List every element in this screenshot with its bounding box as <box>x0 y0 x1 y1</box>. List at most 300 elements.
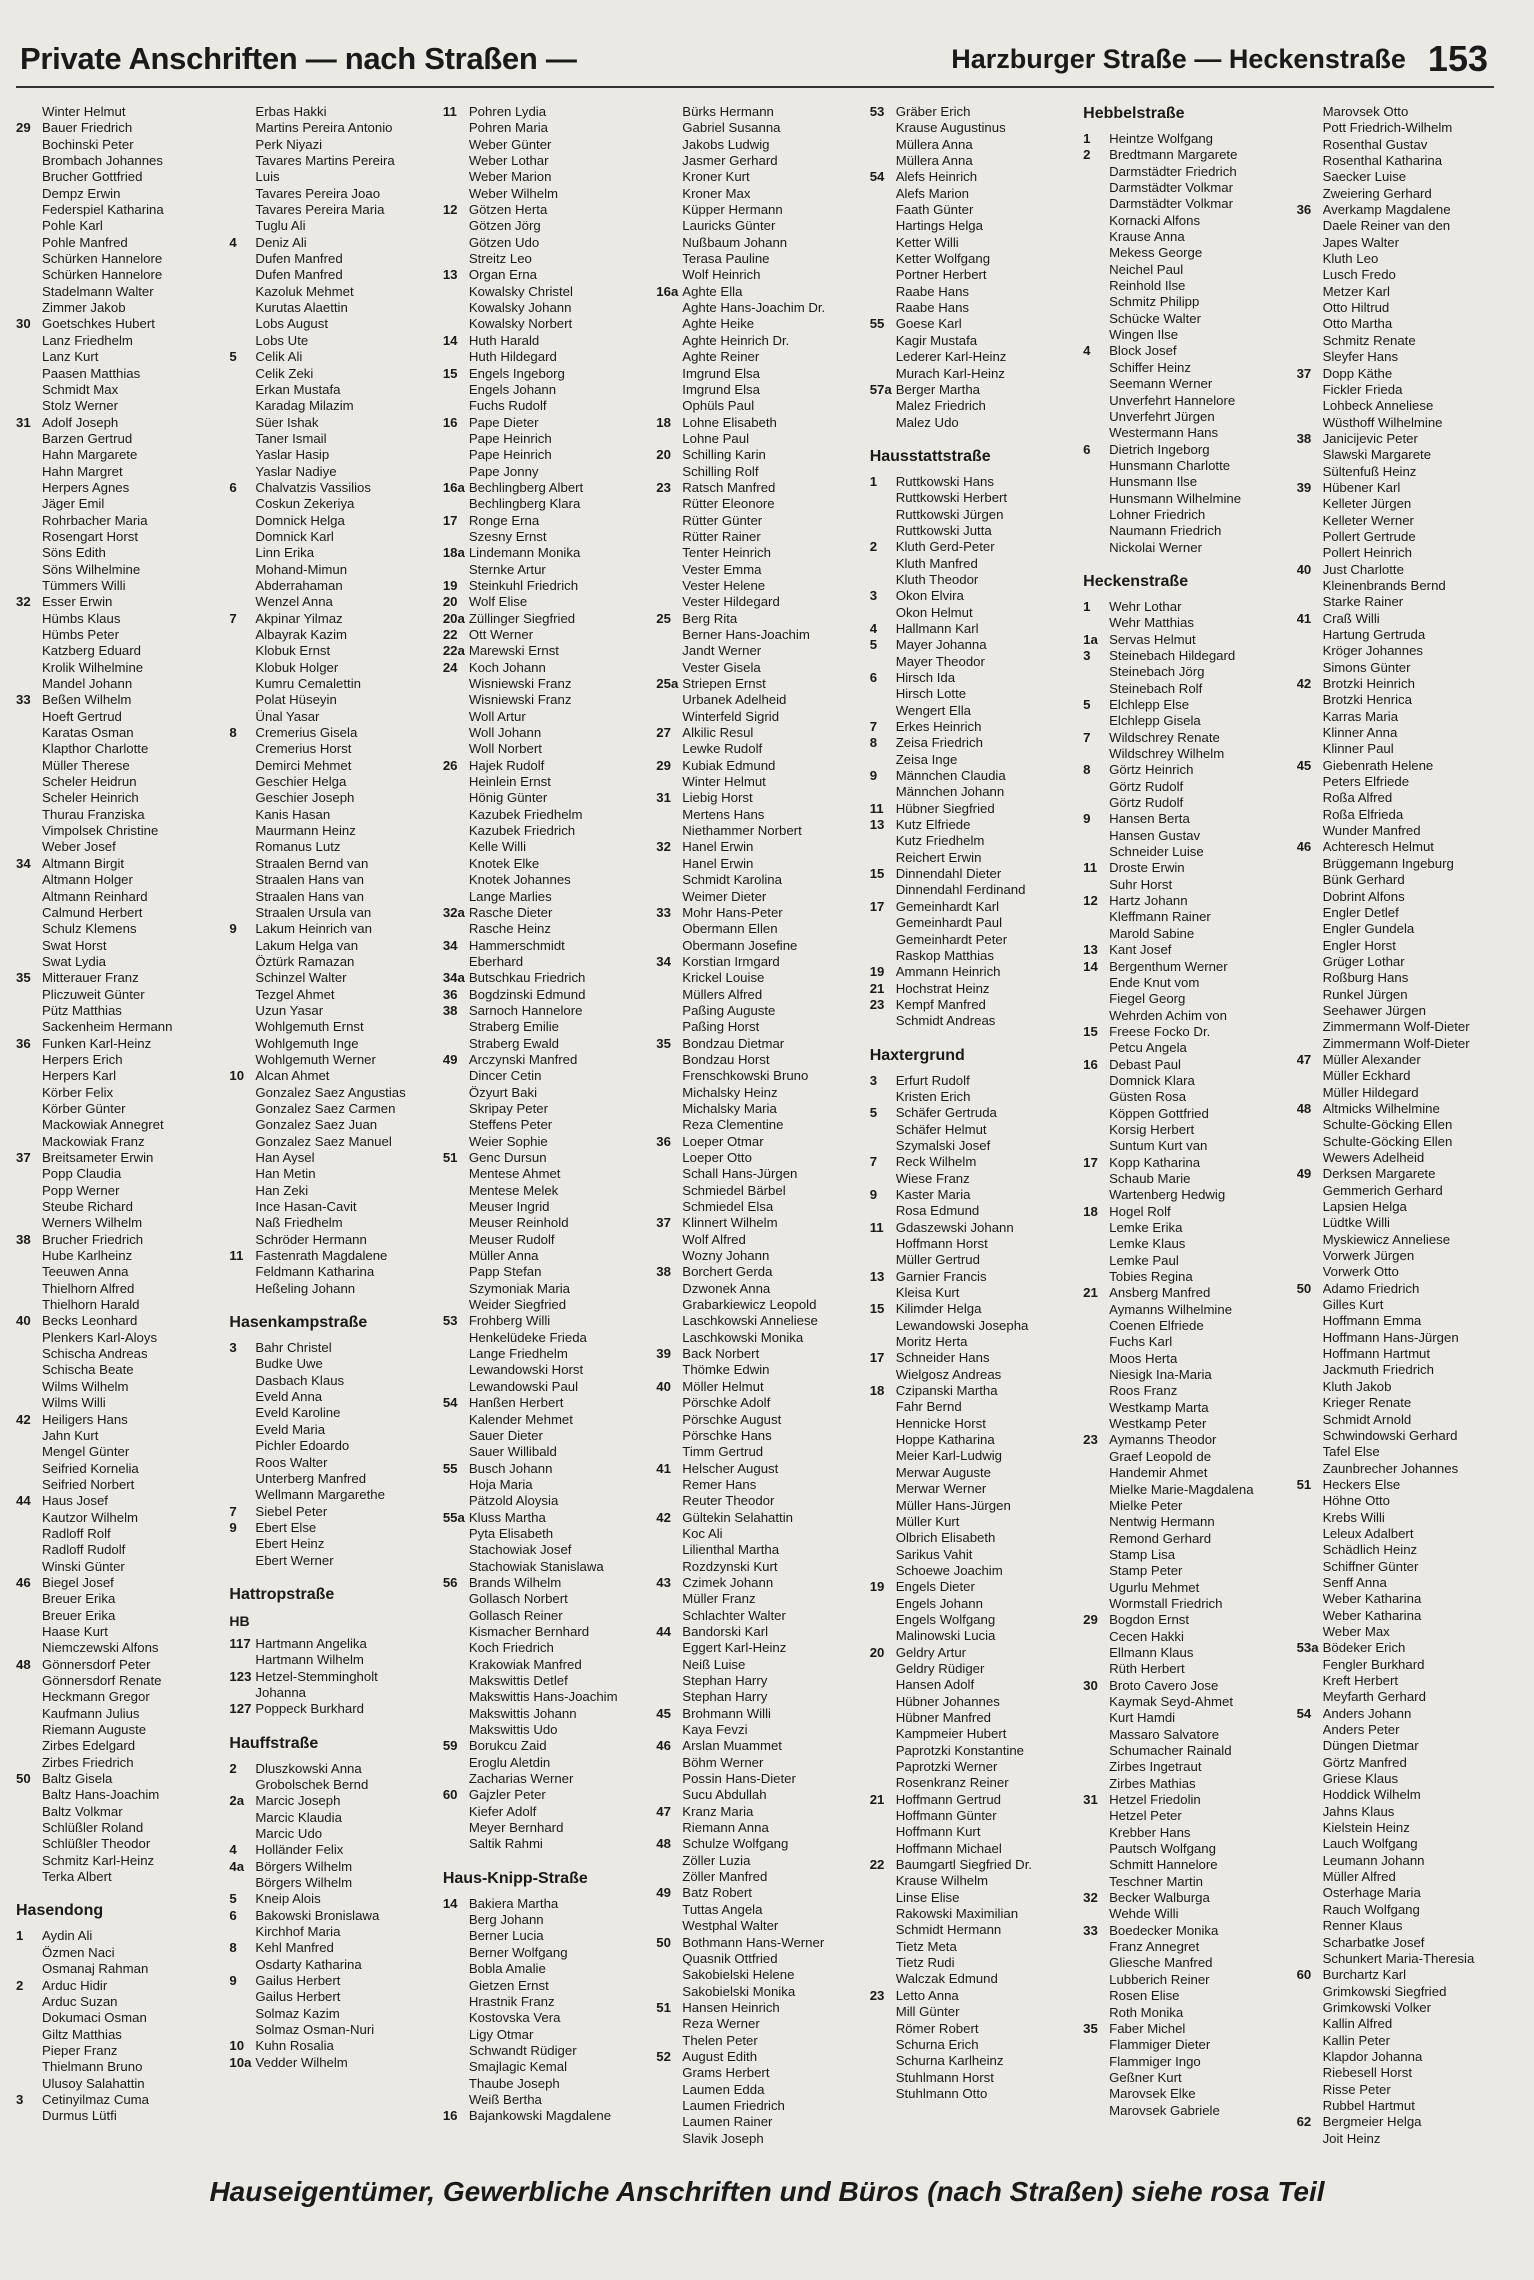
house-number: 11 <box>1083 860 1098 876</box>
list-item <box>1083 262 1284 278</box>
house-number <box>16 2043 42 2059</box>
list-item <box>870 366 1071 382</box>
street-heading: Haus-Knipp-Straße <box>442 1869 588 1887</box>
house-number <box>656 1657 682 1673</box>
list-item <box>1297 1215 1498 1231</box>
resident-name: Kaster Maria <box>895 1186 971 1202</box>
house-number <box>16 1134 42 1150</box>
house-number <box>1297 382 1323 398</box>
house-number <box>16 1608 42 1624</box>
list-item <box>16 218 217 234</box>
house-number <box>1297 1085 1323 1101</box>
house-number <box>16 1019 42 1035</box>
list-item <box>1297 1052 1498 1068</box>
house-number <box>1297 1935 1323 1951</box>
list-item <box>870 1203 1071 1219</box>
list-item <box>16 676 217 692</box>
resident-name: Burchartz Karl <box>1322 1967 1407 1983</box>
list-item <box>443 1978 644 1994</box>
resident-name: Siebel Peter <box>255 1503 328 1519</box>
section-title: Private Anschriften — nach Straßen — <box>20 41 577 76</box>
house-number <box>1297 987 1323 1003</box>
resident-name: Cecen Hakki <box>1109 1628 1184 1644</box>
resident-name: Kluth Gerd-Peter <box>895 539 995 555</box>
house-number <box>443 1019 469 1035</box>
house-number <box>16 1673 42 1689</box>
list-item <box>656 415 857 431</box>
list-item <box>870 833 1071 849</box>
house-number <box>16 709 42 725</box>
house-number <box>1297 774 1323 790</box>
list-item <box>1083 2103 1284 2119</box>
resident-name: Wisniewski Franz <box>468 692 572 708</box>
resident-name: Müller Franz <box>682 1591 756 1607</box>
resident-name: Baumgartl Siegfried Dr. <box>895 1857 1033 1873</box>
list-item <box>870 1154 1071 1170</box>
resident-name: Engler Detlef <box>1322 904 1399 920</box>
house-number <box>1297 1379 1323 1395</box>
resident-name: Paßing Horst <box>682 1019 760 1035</box>
house-number <box>229 1373 255 1389</box>
resident-name: Berner Hans-Joachim <box>682 627 810 642</box>
house-number <box>16 513 42 529</box>
house-number <box>656 1330 682 1346</box>
list-item <box>1297 1575 1498 1591</box>
resident-name: Ketter Wolfgang <box>895 251 991 267</box>
house-number: 8 <box>229 725 237 741</box>
resident-name: Vorwerk Jürgen <box>1322 1248 1415 1264</box>
resident-name: Rosengart Horst <box>42 528 139 544</box>
house-number <box>870 1596 896 1612</box>
house-number: 11 <box>869 800 884 816</box>
list-item <box>870 1318 1071 1334</box>
list-item <box>870 1759 1071 1775</box>
list-item <box>870 1138 1071 1154</box>
resident-name: Gonzalez Saez Juan <box>255 1117 378 1133</box>
resident-name: Weider Siegfried <box>468 1297 567 1313</box>
list-item <box>16 1313 217 1329</box>
list-item <box>16 1853 217 1869</box>
house-number: 55 <box>869 316 885 332</box>
resident-name: Aghte Heike <box>682 316 755 332</box>
resident-name: Hoffmann Michael <box>895 1840 1002 1856</box>
list-item <box>16 938 217 954</box>
list-item <box>870 2053 1071 2069</box>
list-item <box>1297 529 1498 545</box>
house-number <box>656 709 682 725</box>
list-item <box>443 758 644 774</box>
resident-name: Coskun Zekeriya <box>255 496 355 512</box>
resident-name: Bakowski Bronislawa <box>255 1907 380 1923</box>
resident-name: Erfurt Rudolf <box>895 1072 970 1088</box>
house-number: 41 <box>656 1460 671 1476</box>
house-number: 33 <box>1083 1922 1098 1938</box>
resident-name: Böhm Werner <box>682 1754 764 1770</box>
house-number: 34 <box>656 953 671 969</box>
resident-name: Heckers Else <box>1322 1476 1401 1492</box>
house-number <box>16 1461 42 1477</box>
list-item <box>1083 2070 1284 2086</box>
resident-name: Pliczuweit Günter <box>42 986 145 1002</box>
resident-name: Kleffmann Rainer <box>1109 909 1211 925</box>
house-number <box>229 1777 255 1793</box>
resident-name: Pütz Matthias <box>42 1002 122 1018</box>
house-number: 1 <box>1083 598 1091 614</box>
house-number <box>16 480 42 496</box>
house-number: 37 <box>1296 365 1312 381</box>
list-item <box>1083 164 1284 180</box>
resident-name: Faath Günter <box>895 202 974 218</box>
resident-name: Rosa Edmund <box>895 1203 980 1219</box>
list-item <box>1297 1477 1498 1493</box>
house-number: 4 <box>869 620 878 636</box>
house-number <box>1083 844 1109 860</box>
resident-name: Thaube Joseph <box>468 2075 560 2091</box>
resident-name: Sakobielski Helene <box>682 1967 795 1983</box>
house-number: 6 <box>1083 441 1091 457</box>
house-number: 31 <box>16 414 31 430</box>
list-item <box>229 218 430 234</box>
list-item <box>1297 1019 1498 1035</box>
resident-name: Lanz Friedhelm <box>42 332 133 348</box>
resident-name: Ebert Werner <box>255 1552 334 1568</box>
list-item <box>443 1542 644 1558</box>
house-number <box>1083 278 1109 294</box>
resident-name: Wohlgemuth Ernst <box>255 1019 364 1035</box>
house-number <box>1297 1215 1323 1231</box>
resident-name: Teschner Martin <box>1109 1873 1203 1889</box>
house-number <box>16 578 42 594</box>
resident-name: Kroner Kurt <box>682 169 750 185</box>
house-number <box>1083 1253 1109 1269</box>
list-item <box>16 251 217 267</box>
list-item <box>1297 1673 1498 1689</box>
house-number <box>229 415 255 431</box>
house-number: 39 <box>1296 479 1312 495</box>
list-item <box>16 987 217 1003</box>
house-number: 9 <box>1083 811 1091 827</box>
resident-name: Jahn Kurt <box>42 1427 99 1443</box>
house-number <box>229 1438 255 1454</box>
list-item <box>1083 507 1284 523</box>
list-item <box>229 104 430 120</box>
list-item <box>1083 1285 1284 1301</box>
resident-name: Walczak Edmund <box>895 1971 998 1987</box>
list-item <box>16 316 217 332</box>
list-item <box>229 970 430 986</box>
list-item <box>443 1101 644 1117</box>
list-item <box>870 1743 1071 1759</box>
resident-name: Vorwerk Otto <box>1322 1264 1399 1280</box>
list-item <box>229 1908 430 1924</box>
resident-name: Görtz Rudolf <box>1109 795 1184 811</box>
resident-name: Polat Hüseyin <box>255 692 337 708</box>
house-number <box>16 1820 42 1836</box>
list-item <box>1083 1498 1284 1514</box>
house-number <box>1297 1722 1323 1738</box>
list-item <box>229 1957 430 1973</box>
list-item <box>656 545 857 561</box>
house-number <box>16 1444 42 1460</box>
resident-name: Goese Karl <box>895 316 962 332</box>
resident-name: Gonzalez Saez Manuel <box>255 1133 392 1149</box>
list-item <box>1297 1526 1498 1542</box>
house-number <box>656 970 682 986</box>
resident-name: Mengel Günter <box>42 1444 130 1460</box>
house-number <box>229 267 255 283</box>
list-item <box>870 768 1071 784</box>
list-item <box>443 1444 644 1460</box>
house-number <box>656 235 682 251</box>
house-number <box>870 507 896 523</box>
house-number: 16a <box>442 479 465 495</box>
list-item <box>229 1701 430 1717</box>
resident-name: Reinhold Ilse <box>1109 278 1186 294</box>
list-item <box>1297 1640 1498 1656</box>
list-item <box>229 1810 430 1826</box>
resident-name: Metzer Karl <box>1322 283 1390 299</box>
list-item <box>656 1706 857 1722</box>
resident-name: Adolf Joseph <box>42 414 119 430</box>
resident-name: Saltik Rahmi <box>468 1836 543 1852</box>
list-item <box>1297 594 1498 610</box>
list-item <box>870 850 1071 866</box>
house-number <box>870 1628 896 1644</box>
list-item <box>443 921 644 937</box>
resident-name: Zirbes Edelgard <box>42 1738 136 1754</box>
house-number <box>1297 1624 1323 1640</box>
house-number <box>870 1743 896 1759</box>
house-number <box>16 676 42 692</box>
house-number <box>443 692 469 708</box>
list-item <box>1297 1166 1498 1182</box>
house-number <box>229 284 255 300</box>
list-item <box>870 1285 1071 1301</box>
resident-name: Handemir Ahmet <box>1109 1465 1208 1481</box>
resident-name: Rüth Herbert <box>1109 1661 1185 1677</box>
house-number <box>1083 1122 1109 1138</box>
list-item <box>656 1379 857 1395</box>
list-item <box>656 1215 857 1231</box>
house-number <box>1297 741 1323 757</box>
resident-name: Düngen Dietmar <box>1322 1738 1419 1754</box>
house-number <box>656 774 682 790</box>
list-item <box>16 1624 217 1640</box>
list-item <box>1083 1514 1284 1530</box>
resident-name: Funken Karl-Heinz <box>42 1035 152 1051</box>
resident-name: Stamp Peter <box>1109 1563 1183 1579</box>
list-item <box>229 1389 430 1405</box>
house-number <box>656 1820 682 1836</box>
house-number <box>656 1967 682 1983</box>
list-item <box>229 1471 430 1487</box>
resident-name: Götzen Udo <box>468 234 540 250</box>
resident-name: Schmitz Karl-Heinz <box>42 1852 155 1868</box>
resident-name: Skripay Peter <box>468 1100 549 1116</box>
list-item <box>1297 1984 1498 2000</box>
resident-name: Pautsch Wolfgang <box>1109 1841 1216 1857</box>
resident-name: Budke Uwe <box>255 1356 323 1372</box>
house-number <box>1083 1302 1109 1318</box>
list-item <box>1297 316 1498 332</box>
list-item <box>443 513 644 529</box>
resident-name: Michalsky Heinz <box>682 1084 778 1100</box>
resident-name: Genc Dursun <box>468 1150 547 1165</box>
resident-name: Straalen Hans van <box>255 872 364 888</box>
house-number <box>656 513 682 529</box>
house-number <box>16 1787 42 1803</box>
resident-name: Grabarkiewicz Leopold <box>682 1297 817 1313</box>
resident-name: Weber Josef <box>42 839 116 855</box>
list-item <box>870 784 1071 800</box>
house-number <box>16 2076 42 2092</box>
list-item <box>16 1003 217 1019</box>
house-number <box>656 1428 682 1444</box>
list-item <box>870 915 1071 931</box>
list-item <box>443 1738 644 1754</box>
resident-name: Janicijevic Peter <box>1322 430 1418 446</box>
resident-name: Liebig Horst <box>682 790 753 806</box>
list-item <box>229 1636 430 1652</box>
list-item <box>229 186 430 202</box>
house-number <box>1297 1003 1323 1019</box>
list-item <box>870 621 1071 637</box>
list-item <box>870 169 1071 185</box>
resident-name: Ende Knut vom <box>1109 974 1200 990</box>
house-number <box>16 1085 42 1101</box>
resident-name: Pape Heinrich <box>468 447 552 463</box>
list-item <box>16 1787 217 1803</box>
house-number <box>656 1591 682 1607</box>
list-item <box>1083 1122 1284 1138</box>
house-number: 13 <box>1083 942 1098 958</box>
resident-name: Steffens Peter <box>468 1117 553 1133</box>
resident-name: Niemczewski Alfons <box>42 1640 159 1656</box>
house-number <box>443 1978 469 1994</box>
list-item <box>656 333 857 349</box>
house-number <box>870 1465 896 1481</box>
list-item <box>656 839 857 855</box>
house-number <box>229 1685 255 1701</box>
list-item <box>1083 1580 1284 1596</box>
house-number <box>229 464 255 480</box>
list-item <box>1083 376 1284 392</box>
resident-name: Pollert Heinrich <box>1322 545 1412 561</box>
resident-name: Schürken Hannelore <box>42 251 163 267</box>
resident-name: Wohlgemuth Werner <box>255 1051 376 1067</box>
resident-name: Züllinger Siegfried <box>468 610 576 626</box>
list-item <box>443 1183 644 1199</box>
house-number: 23 <box>869 1987 885 2003</box>
house-number <box>229 1101 255 1117</box>
list-item <box>1083 615 1284 631</box>
resident-name: Szesny Ernst <box>468 528 547 544</box>
list-item <box>16 2059 217 2075</box>
resident-name: Schlüßler Theodor <box>42 1836 151 1852</box>
list-item <box>229 1183 430 1199</box>
list-item <box>16 1019 217 1035</box>
list-item <box>656 1869 857 1885</box>
house-number <box>1297 1885 1323 1901</box>
list-item <box>1297 2082 1498 2098</box>
resident-name: Rasche Dieter <box>468 904 553 920</box>
list-item <box>1297 1755 1498 1771</box>
list-item <box>443 1428 644 1444</box>
resident-name: Schneider Hans <box>895 1350 990 1366</box>
list-item <box>656 611 857 627</box>
list-item <box>443 300 644 316</box>
resident-name: Tuglu Ali <box>255 218 306 234</box>
resident-name: Kazoluk Mehmet <box>255 283 354 299</box>
house-number: 117 <box>229 1635 251 1651</box>
resident-name: Pyta Elisabeth <box>468 1525 554 1541</box>
house-number <box>1083 360 1109 376</box>
resident-name: Mackowiak Annegret <box>42 1117 164 1133</box>
list-item <box>870 398 1071 414</box>
resident-name: Merwar Auguste <box>895 1464 991 1480</box>
street-heading: Heckenstraße <box>1083 572 1189 590</box>
street-heading: Hauffstraße <box>229 1734 319 1752</box>
list-item <box>870 1089 1071 1105</box>
resident-name: Gietzen Ernst <box>468 1977 549 1993</box>
house-number <box>870 1498 896 1514</box>
house-number <box>443 251 469 267</box>
house-number <box>1083 1040 1109 1056</box>
resident-name: Lange Marlies <box>468 888 552 904</box>
list-item <box>656 692 857 708</box>
resident-name: Hoffmann Kurt <box>895 1824 981 1840</box>
house-number <box>1083 1514 1109 1530</box>
resident-name: Marovsek Gabriele <box>1109 2102 1220 2118</box>
resident-name: Loeper Otmar <box>682 1133 764 1149</box>
list-item <box>870 1416 1071 1432</box>
resident-name: Stadelmann Walter <box>42 283 154 299</box>
list-item <box>229 1134 430 1150</box>
list-item <box>443 1896 644 1912</box>
resident-name: Pott Friedrich-Wilhelm <box>1322 120 1453 136</box>
house-number: 54 <box>869 169 885 185</box>
resident-name: Derksen Margarete <box>1322 1166 1436 1182</box>
resident-name: Ebert Else <box>255 1519 317 1535</box>
resident-name: Butschkau Friedrich <box>468 970 586 986</box>
house-number <box>656 398 682 414</box>
house-number <box>229 1085 255 1101</box>
resident-name: Schunkert Maria-Theresia <box>1322 1950 1475 1966</box>
list-item <box>870 686 1071 702</box>
resident-name: Klinnert Wilhelm <box>682 1215 778 1231</box>
resident-name: Wohlgemuth Inge <box>255 1035 359 1051</box>
house-number <box>16 1281 42 1297</box>
resident-name: Engels Johann <box>895 1595 983 1611</box>
house-number <box>1297 2016 1323 2032</box>
list-item <box>870 1220 1071 1236</box>
list-item <box>1083 648 1284 664</box>
house-number <box>443 1624 469 1640</box>
house-number <box>16 496 42 512</box>
resident-name: Urbanek Adelheid <box>682 692 787 708</box>
list-item <box>1297 1608 1498 1624</box>
house-number <box>16 1542 42 1558</box>
resident-name: Raabe Hans <box>895 300 970 316</box>
resident-name: Ott Werner <box>468 627 534 642</box>
resident-name: Hanel Erwin <box>682 855 754 871</box>
resident-name: Görtz Heinrich <box>1109 762 1194 778</box>
resident-name: Baltz Hans-Joachim <box>42 1787 160 1803</box>
list-item <box>1083 893 1284 909</box>
list-item <box>656 464 857 480</box>
list-item <box>16 660 217 676</box>
list-item <box>656 2000 857 2016</box>
